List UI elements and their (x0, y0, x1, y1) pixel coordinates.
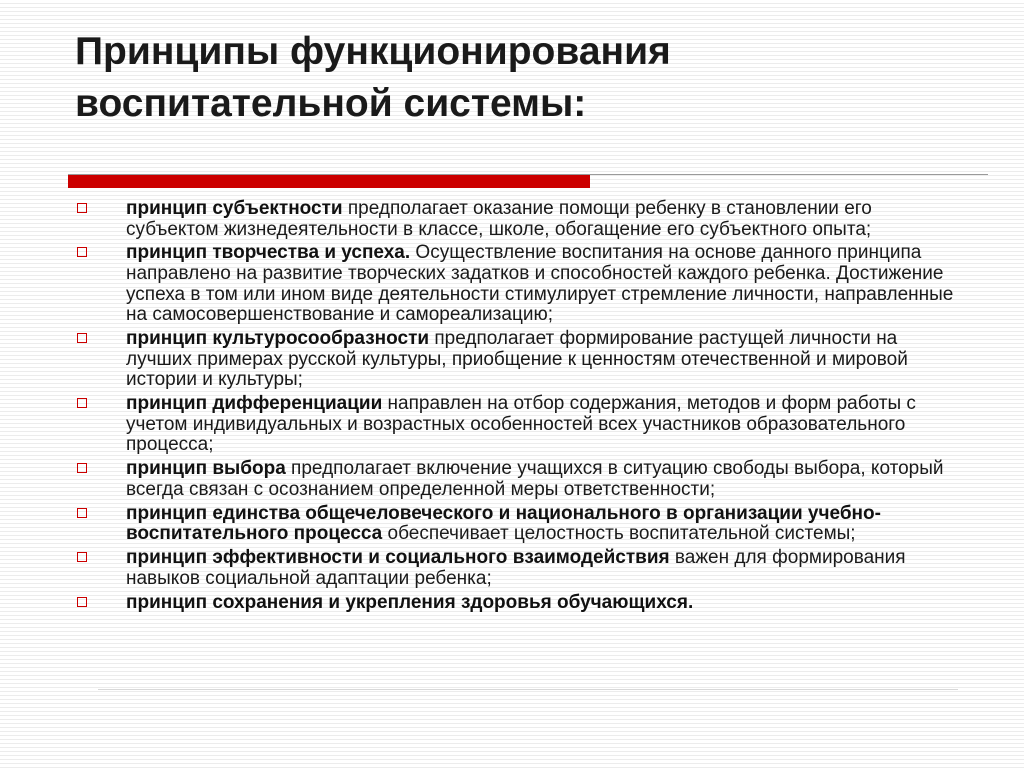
list-item (0, 199, 1024, 240)
principle-description: Осуществление воспитания на основе данного принципа направлено на развитие творческих задатков и способностей каждого ребенка. Достижение успеха в том или ином виде деятельности стимулирует стремление личности, направленные на самосовершенствование и самореализацию; (126, 242, 954, 326)
principle-term: принцип дифференциации (126, 393, 383, 415)
list-item (0, 394, 1024, 456)
list-divider-line (98, 689, 958, 690)
principle-term: принцип субъектности (126, 198, 343, 219)
principle-description: важен для формирования навыков социальной адаптации ребенка; (126, 547, 906, 589)
list-item (0, 548, 1024, 589)
list-item (0, 329, 1024, 391)
title-line-1: Принципы функционирования (75, 30, 671, 73)
principle-term: принцип единства общечеловеческого и национального в организации учебно-воспитательного процесса (126, 502, 881, 545)
principle-term: принцип творчества и успеха. (126, 242, 411, 264)
principles-list (0, 199, 1024, 617)
square-bullet-icon (77, 398, 87, 408)
principle-term: принцип выбора (126, 458, 286, 480)
principle-description: обеспечивает целостность воспитательной системы; (382, 523, 856, 545)
square-bullet-icon (77, 333, 87, 343)
principle-description: предполагает оказание помощи ребенку в становлении его субъектом жизнедеятельности в классе, школе, обогащение его субъектного опыта; (126, 198, 872, 240)
title-accent-bar (68, 175, 590, 188)
list-item (0, 243, 1024, 325)
principle-term: принцип культуросообразности (126, 328, 430, 350)
square-bullet-icon (77, 203, 87, 213)
list-item (0, 504, 1024, 545)
slide-title (75, 26, 975, 130)
square-bullet-icon (77, 552, 87, 562)
principle-term: принцип сохранения и укрепления здоровья обучающихся. (126, 591, 694, 613)
principle-description: направлен на отбор содержания, методов и форм работы с учетом индивидуальных и возрастных особенностей всех участников образовательного процесса; (126, 393, 916, 456)
list-item (0, 593, 1024, 614)
principle-description: предполагает включение учащихся в ситуацию свободы выбора, который всегда связан с осознанием определенной меры ответственности; (126, 458, 944, 500)
square-bullet-icon (77, 597, 87, 607)
square-bullet-icon (77, 508, 87, 518)
square-bullet-icon (77, 463, 87, 473)
title-line-2: воспитательной системы: (75, 82, 587, 125)
principle-term: принцип эффективности и социального взаимодействия (126, 547, 670, 569)
square-bullet-icon (77, 247, 87, 257)
principle-description: предполагает формирование растущей личности на лучших примерах русской культуры, приобщение к ценностям отечественной и мировой истории и культуры; (126, 328, 908, 391)
list-item (0, 459, 1024, 500)
